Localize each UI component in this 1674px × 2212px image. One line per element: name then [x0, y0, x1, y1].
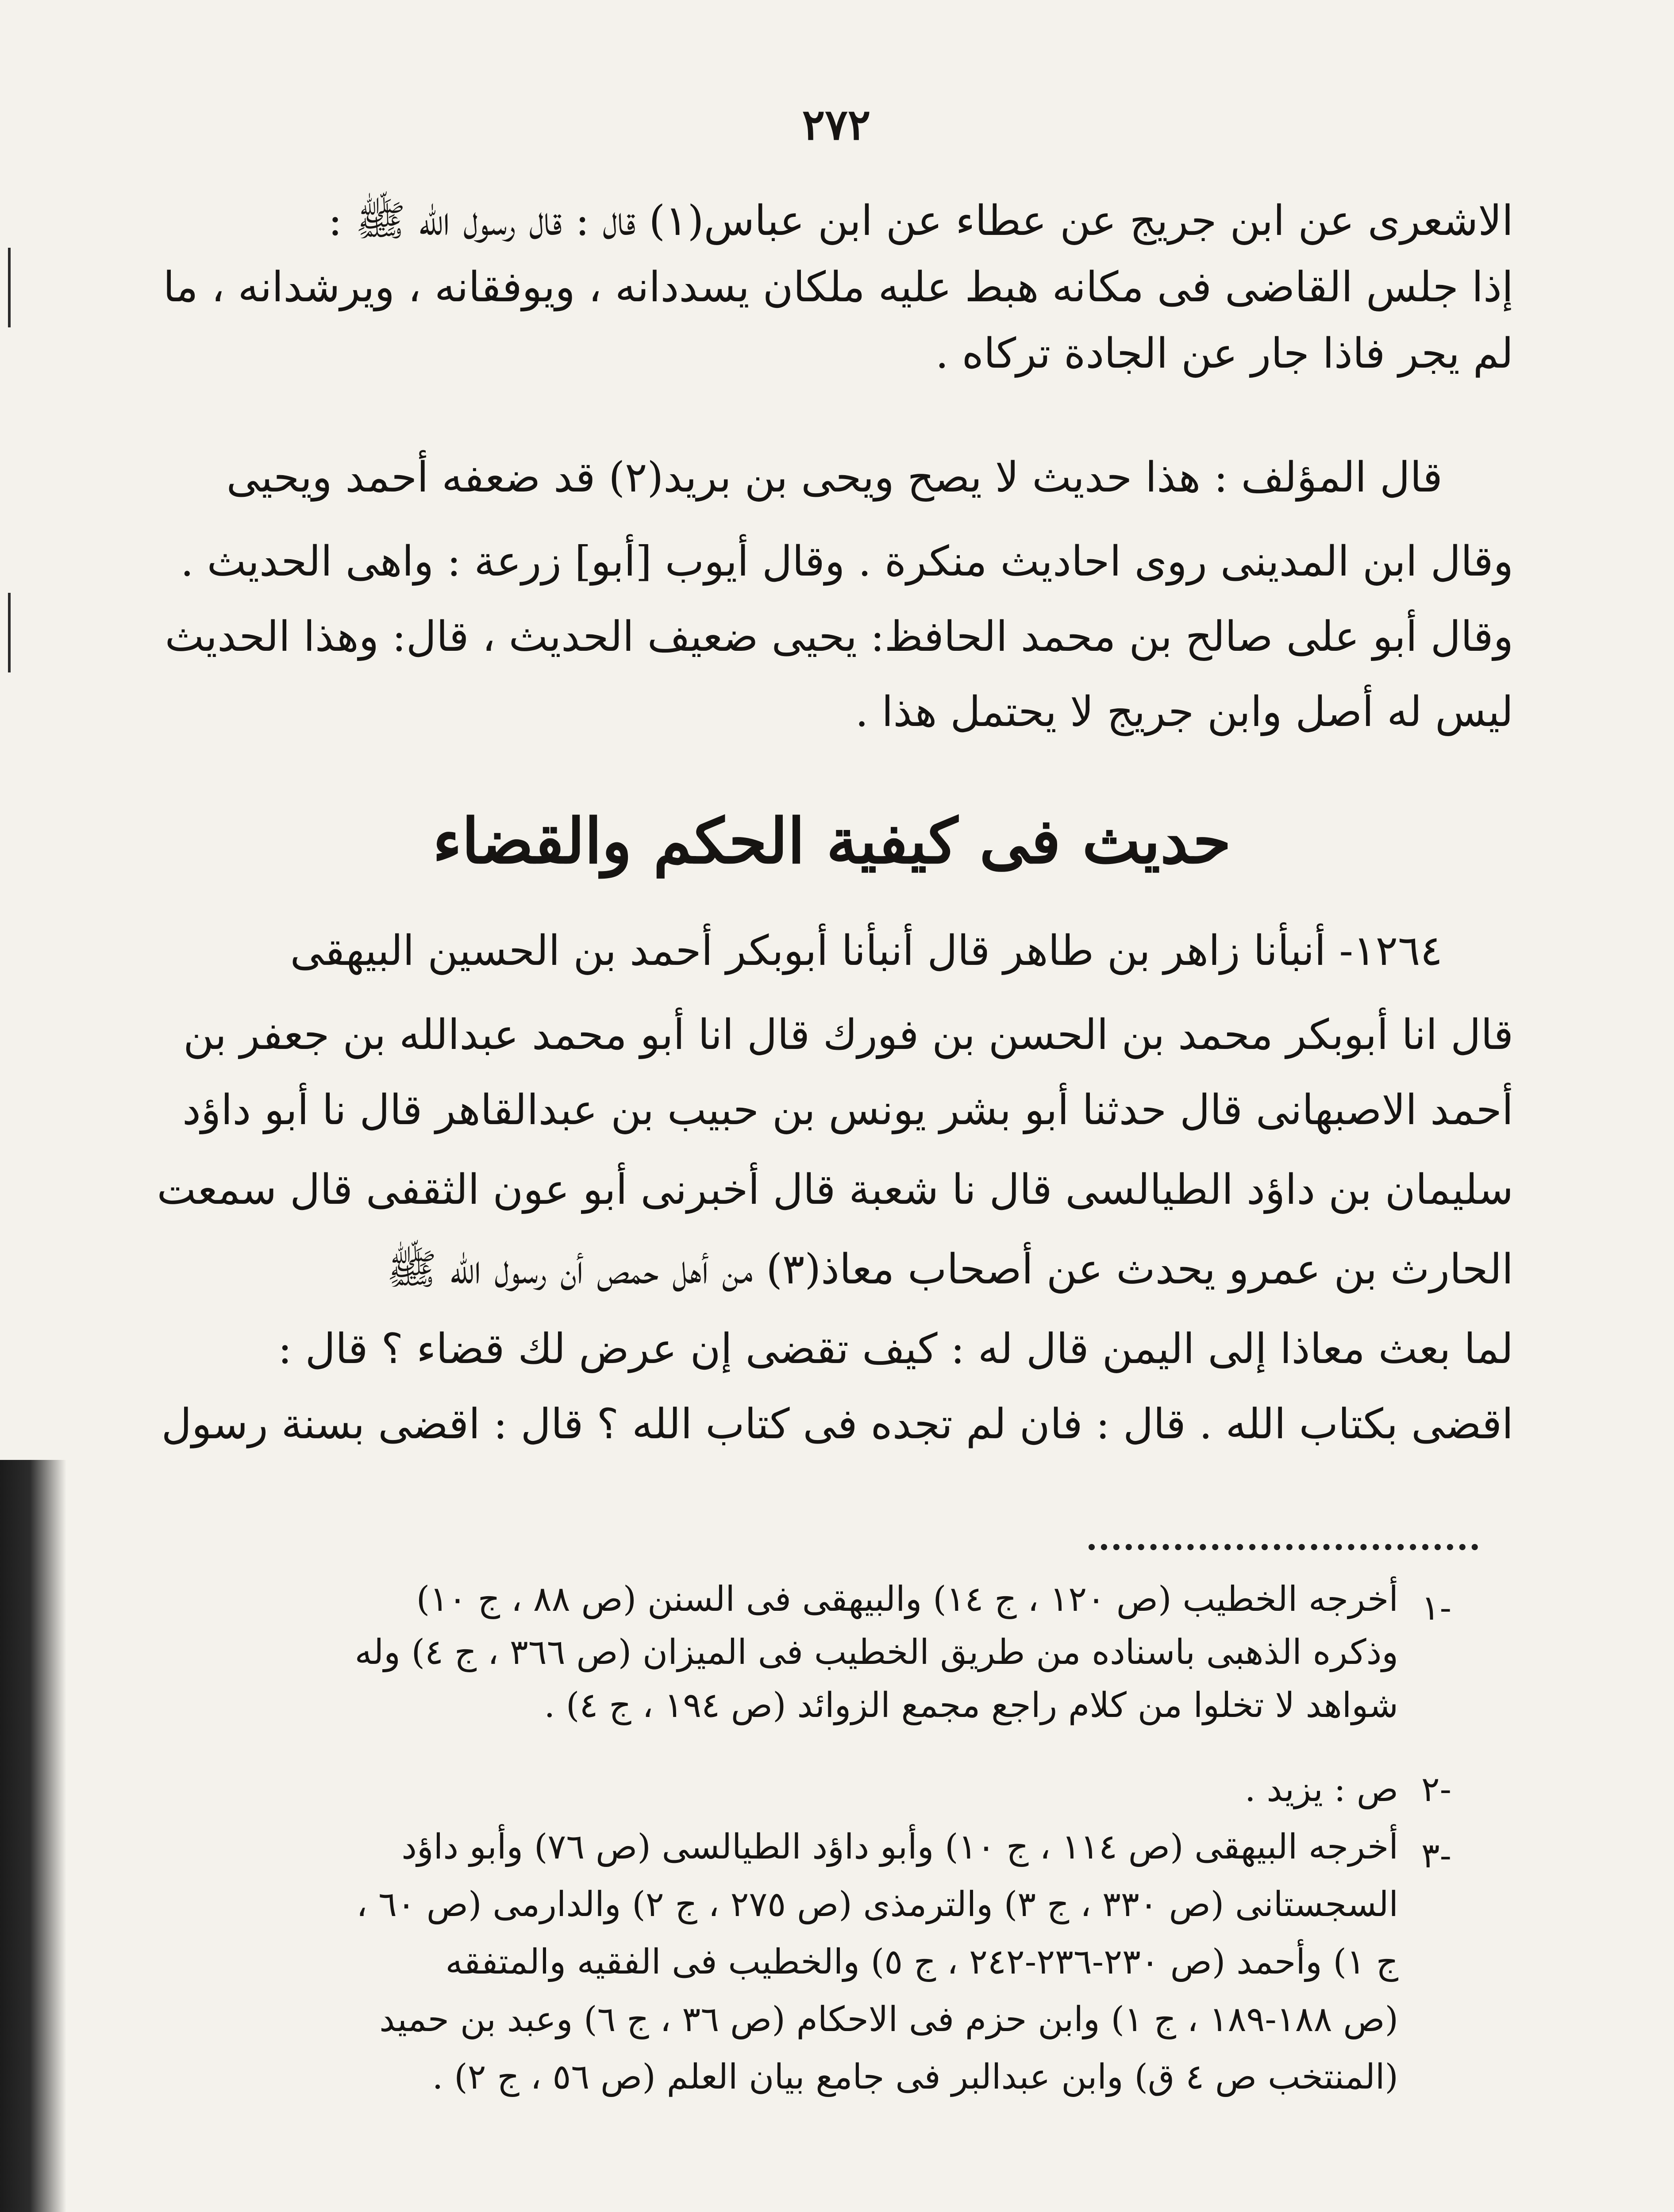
footnote-line: أخرجه البيهقى (ص ١١٤ ، ج ١٠) وأبو داؤد الطيالسى (ص ٧٦) وأبو داؤد: [401, 1827, 1398, 1867]
footnote-line: شواهد لا تخلوا من كلام راجع مجمع الزوائد (ص ١٩٤ ، ج ٤) .: [544, 1686, 1398, 1725]
text-line: وقال أبو على صالح بن محمد الحافظ: يحيى ضعيف الحديث ، قال: وهذا الحديث: [165, 613, 1513, 661]
footnote-separator: [1089, 1544, 1478, 1550]
footnote-line: وذكره الذهبى باسناده من طريق الخطيب فى الميزان (ص ٣٦٦ ، ج ٤) وله: [354, 1632, 1398, 1672]
footnote-number: ٢-: [1421, 1770, 1451, 1809]
text-line: لما بعث معاذا إلى اليمن قال له : كيف تقضى إن عرض لك قضاء ؟ قال :: [278, 1325, 1513, 1373]
text-line: الحارث بن عمرو يحدث عن أصحاب معاذ(٣) من أهل حمص أن رسول الله ﷺ: [386, 1245, 1513, 1294]
footnote-number: ١-: [1421, 1588, 1451, 1628]
footnote: [159, 1827, 1451, 2137]
page-edge-mark: [8, 248, 11, 327]
footnote-number: ٣-: [1421, 1836, 1451, 1876]
text-line: إذا جلس القاضى فى مكانه هبط عليه ملكان يسددانه ، ويوفقانه ، ويرشدانه ، ما: [163, 263, 1513, 311]
text-line: اقضى بكتاب الله . قال : فان لم تجده فى كتاب الله ؟ قال : اقضى بسنة رسول: [161, 1400, 1513, 1448]
text-line: ليس له أصل وابن جريج لا يحتمل هذا .: [855, 688, 1513, 736]
footnote-line: ج ١) وأحمد (ص ٢٣٠-٢٣٦-٢٤٢ ، ج ٥) والخطيب فى الفقيه والمتفقه: [445, 1942, 1398, 1982]
footnotes: [159, 1579, 1451, 2212]
page-number: ٢٧٢: [802, 100, 871, 150]
paragraph-author-comment: [150, 451, 1513, 787]
footnote-line: (ص ١٨٨-١٨٩ ، ج ١) وابن حزم فى الاحكام (ص ٣٦ ، ج ٦) وعبد بن حميد: [379, 2000, 1398, 2039]
text-line: أحمد الاصبهانى قال حدثنا أبو بشر يونس بن حبيب بن عبدالقاهر قال نا أبو داؤد: [182, 1086, 1513, 1134]
footnote-line: ص : يزيد .: [1244, 1770, 1398, 1809]
text-line: قال المؤلف : هذا حديث لا يصح ويحى بن بريد(٢) قد ضعفه أحمد ويحيى: [226, 453, 1443, 502]
text-line: قال انا أبوبكر محمد بن الحسن بن فورك قال انا أبو محمد عبدالله بن جعفر بن: [183, 1011, 1513, 1059]
binding-shadow: [0, 1460, 66, 2212]
paragraph-hadith-text: [150, 195, 1513, 425]
text-line: لم يجر فاذا جار عن الجادة تركاه .: [935, 330, 1513, 378]
text-line: وقال ابن المدينى روى احاديث منكرة . وقال أيوب [أبو] زرعة : واهى الحديث .: [180, 538, 1513, 586]
footnote-line: السجستانى (ص ٣٣٠ ، ج ٣) والترمذى (ص ٢٧٥ ، ج ٢) والدارمى (ص ٦٠ ،: [356, 1885, 1398, 1924]
section-heading: حديث فى كيفية الحكم والقضاء: [432, 805, 1231, 878]
footnote-line: أخرجه الخطيب (ص ١٢٠ ، ج ١٤) والبيهقى فى السنن (ص ٨٨ ، ج ١٠): [416, 1579, 1398, 1619]
text-line: ١٢٦٤- أنبأنا زاهر بن طاهر قال أنبأنا أبوبكر أحمد بن الحسين البيهقى: [290, 927, 1443, 975]
footnote-line: (المنتخب ص ٤ ق) وابن عبدالبر فى جامع بيان العلم (ص ٥٦ ، ج ٢) .: [432, 2057, 1398, 2097]
footnote: [159, 1579, 1451, 1739]
text-line: سليمان بن داؤد الطيالسى قال نا شعبة قال أخبرنى أبو عون الثقفى قال سمعت: [157, 1166, 1513, 1214]
footnote: [159, 1770, 1451, 1818]
text-line: الاشعرى عن ابن جريج عن عطاء عن ابن عباس(١) قال : قال رسول الله ﷺ :: [328, 197, 1513, 245]
page-edge-mark: [8, 593, 11, 672]
paragraph-hadith-1264: [150, 925, 1513, 1509]
